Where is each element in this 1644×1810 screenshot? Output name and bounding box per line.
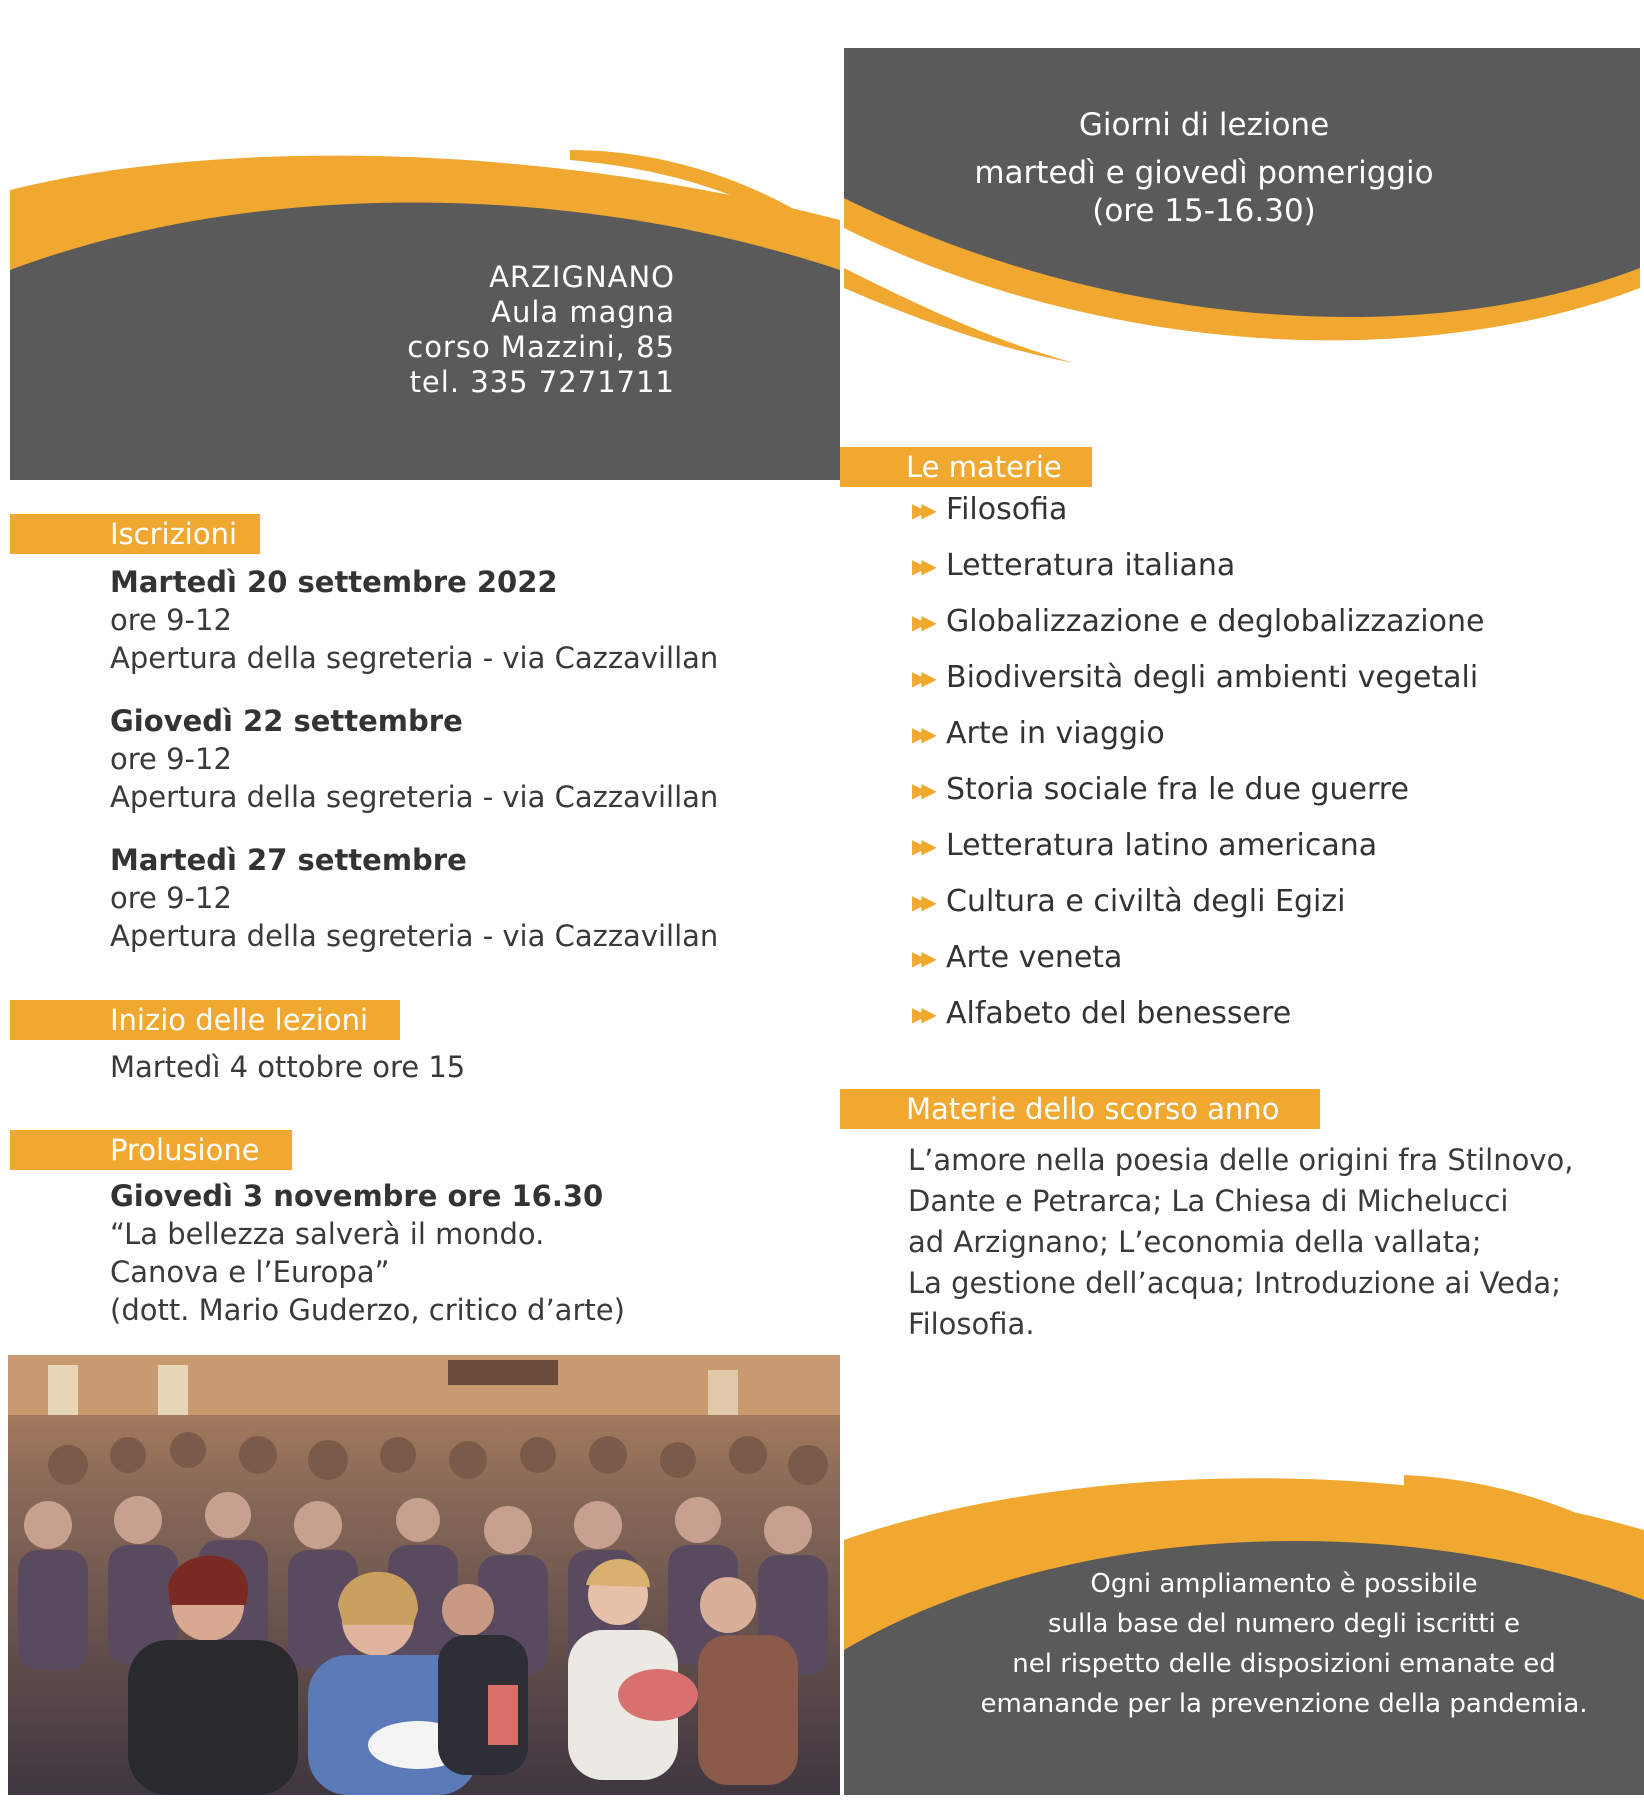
iscrizioni-entry-3 — [110, 841, 718, 955]
list-item-label: Arte veneta — [946, 940, 1123, 975]
inizio-text-block — [110, 1048, 465, 1086]
left-header-banner — [10, 140, 840, 480]
double-chevron-right-icon: ▶▶ — [912, 554, 931, 578]
location-phone: tel. 335 7271711 — [409, 365, 675, 399]
inizio-label: Inizio delle lezioni — [110, 1003, 369, 1037]
list-item-label: Biodiversità degli ambienti vegetali — [946, 660, 1479, 695]
inizio-text: Martedì 4 ottobre ore 15 — [110, 1050, 466, 1084]
scorso-anno-line-5: Filosofia. — [908, 1307, 1035, 1341]
entry-time: ore 9-12 — [110, 742, 232, 776]
entry-place: Apertura della segreteria - via Cazzavillan — [110, 780, 719, 814]
list-item-label: Letteratura latino americana — [946, 828, 1378, 863]
double-chevron-right-icon: ▶▶ — [912, 890, 931, 914]
list-item — [912, 826, 1377, 866]
location-room: Aula magna — [491, 295, 675, 329]
list-item-label: Arte in viaggio — [946, 716, 1165, 751]
entry-date: Martedì 20 settembre 2022 — [110, 565, 558, 599]
double-chevron-right-icon: ▶▶ — [912, 610, 931, 634]
list-item — [912, 770, 1409, 810]
footer-line-3: nel rispetto delle disposizioni emanate ed — [1012, 1649, 1556, 1679]
entry-date: Martedì 27 settembre — [110, 843, 467, 877]
double-chevron-right-icon: ▶▶ — [912, 778, 931, 802]
double-chevron-right-icon: ▶▶ — [912, 666, 931, 690]
iscrizioni-entry-2 — [110, 702, 718, 816]
list-item — [912, 546, 1235, 586]
list-item — [912, 658, 1478, 698]
prolusione-line-1: “La bellezza salverà il mondo. — [110, 1217, 545, 1251]
list-item — [912, 490, 1067, 530]
lesson-days-info — [844, 102, 1564, 234]
entry-date: Giovedì 22 settembre — [110, 704, 463, 738]
location-info — [175, 260, 675, 400]
iscrizioni-entry-1 — [110, 563, 718, 677]
footer-banner — [844, 1460, 1644, 1795]
scorso-anno-tag — [840, 1089, 1320, 1129]
prolusione-tag — [10, 1130, 292, 1170]
list-item — [912, 994, 1291, 1034]
lesson-days-hours: (ore 15-16.30) — [1092, 193, 1316, 229]
entry-place: Apertura della segreteria - via Cazzavillan — [110, 919, 719, 953]
iscrizioni-tag — [10, 514, 260, 554]
double-chevron-right-icon: ▶▶ — [912, 1002, 931, 1026]
prolusione-label: Prolusione — [110, 1133, 260, 1167]
prolusione-date: Giovedì 3 novembre ore 16.30 — [110, 1179, 604, 1213]
scorso-anno-text — [908, 1140, 1574, 1345]
scorso-anno-label: Materie dello scorso anno — [906, 1092, 1280, 1126]
entry-time: ore 9-12 — [110, 603, 232, 637]
iscrizioni-label: Iscrizioni — [110, 517, 238, 551]
list-item — [912, 714, 1165, 754]
scorso-anno-line-2: Dante e Petrarca; La Chiesa di Michelucci — [908, 1184, 1509, 1218]
list-item — [912, 882, 1345, 922]
footer-line-1: Ogni ampliamento è possibile — [1090, 1569, 1478, 1599]
footer-notice — [924, 1564, 1644, 1724]
prolusione-line-2: Canova e l’Europa” — [110, 1255, 390, 1289]
location-address: corso Mazzini, 85 — [407, 330, 675, 364]
double-chevron-right-icon: ▶▶ — [912, 834, 931, 858]
list-item-label: Filosofia — [946, 492, 1068, 527]
double-chevron-right-icon: ▶▶ — [912, 946, 931, 970]
entry-place: Apertura della segreteria - via Cazzavillan — [110, 641, 719, 675]
list-item-label: Letteratura italiana — [946, 548, 1236, 583]
list-item-label: Cultura e civiltà degli Egizi — [946, 884, 1346, 919]
prolusione-line-3: (dott. Mario Guderzo, critico d’arte) — [110, 1293, 625, 1327]
list-item — [912, 602, 1484, 642]
footer-line-2: sulla base del numero degli iscritti e — [1047, 1609, 1521, 1639]
list-item-label: Storia sociale fra le due guerre — [946, 772, 1409, 807]
location-city: ARZIGNANO — [489, 260, 675, 294]
list-item — [912, 938, 1122, 978]
lesson-days-title: Giorni di lezione — [1078, 107, 1330, 143]
right-header-banner — [844, 48, 1640, 378]
lesson-days-days: martedì e giovedì pomeriggio — [974, 155, 1434, 191]
scorso-anno-line-4: La gestione dell’acqua; Introduzione ai Veda; — [908, 1266, 1561, 1300]
list-item-label: Globalizzazione e deglobalizzazione — [946, 604, 1485, 639]
entry-time: ore 9-12 — [110, 881, 232, 915]
right-column — [840, 0, 1644, 1810]
scorso-anno-line-1: L’amore nella poesia delle origini fra Stilnovo, — [908, 1143, 1574, 1177]
scorso-anno-line-3: ad Arzignano; L’economia della vallata; — [908, 1225, 1482, 1259]
footer-line-4: emanande per la prevenzione della pandemia. — [980, 1689, 1588, 1719]
double-chevron-right-icon: ▶▶ — [912, 722, 931, 746]
audience-photo — [8, 1355, 840, 1795]
materie-label: Le materie — [906, 450, 1062, 484]
list-item-label: Alfabeto del benessere — [946, 996, 1292, 1031]
materie-tag — [840, 447, 1092, 487]
double-chevron-right-icon: ▶▶ — [912, 498, 931, 522]
inizio-tag — [10, 1000, 400, 1040]
audience-photo-illustration — [8, 1355, 840, 1795]
prolusione-block — [110, 1177, 625, 1329]
